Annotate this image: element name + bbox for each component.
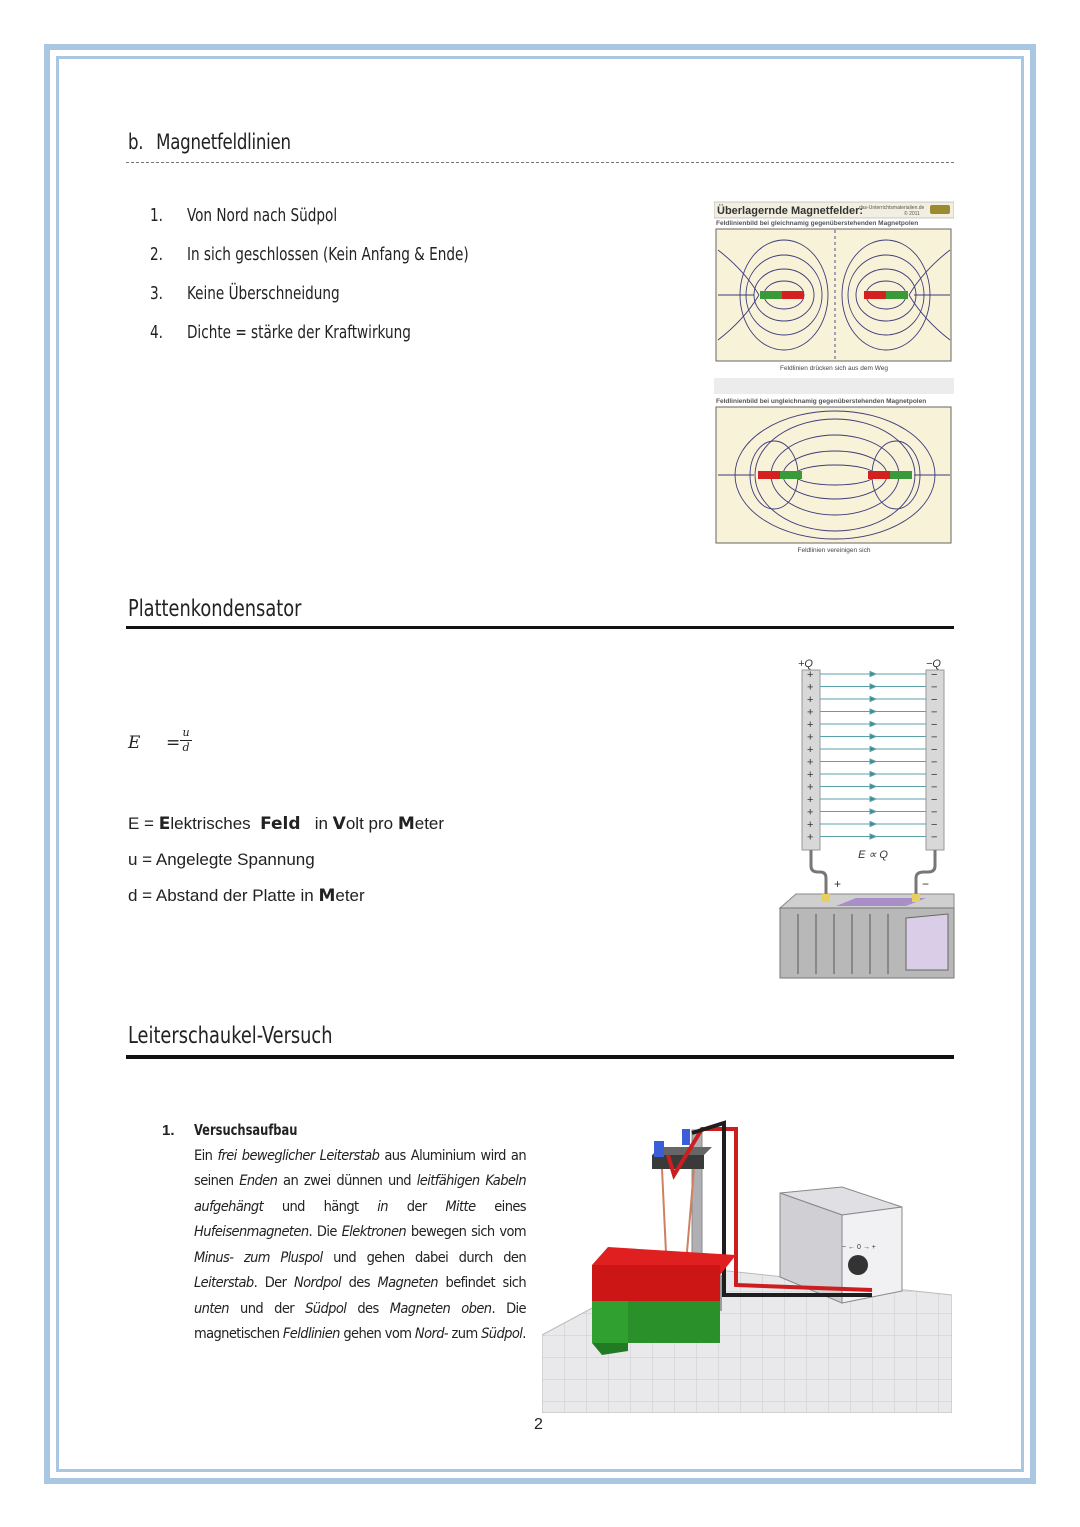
plus-charge: + [807,756,814,769]
field-line-list [150,203,469,359]
emphasis-text: Magneten [377,1275,438,1291]
field-arrow [870,797,876,802]
list-number: 1. [150,205,163,226]
definition-u: u = Angelegte Spannung [128,850,315,869]
figure-year: © 2011 [904,211,920,217]
plus-charge: + [807,719,814,731]
emphasis-text: Südpol [305,1300,347,1317]
plus-charge: + [807,781,814,794]
list-number: 2. [150,244,163,265]
body-text: des [341,1275,378,1291]
emphasis-text: Leiterstab [194,1275,254,1291]
section-title: Magnetfeldlinien [156,130,291,154]
minus-charge: − [931,819,938,831]
body-text: der [387,1198,446,1215]
wire-positive [811,850,826,896]
field-arrow [870,672,876,677]
body-text: befindet sich [437,1275,526,1291]
minus-charge: − [931,744,938,756]
emphasis-text: Enden [239,1173,278,1189]
list-number: 3. [150,283,163,304]
item-title: Versuchsaufbau [194,1121,298,1139]
formula-numerator: u [182,726,190,739]
list-text: Dichte = stärke der Kraftwirkung [186,322,411,343]
emphasis-text: Nordpol [293,1275,342,1291]
body-text: zum [448,1326,482,1342]
emphasis-text: unten [194,1300,229,1317]
field-formula [128,726,190,754]
minus-charge: − [931,794,938,806]
figure-title: Überlagernde Magnetfelder: [717,205,864,217]
plus-charge: + [807,681,814,694]
emphasis-text: leitfähigen Kabeln aufgehängt [194,1173,526,1215]
figure-source: das-Unterrichtsmaterialien.de [859,205,925,211]
battery-minus: − [922,877,930,891]
field-arrow [870,759,876,764]
logo-badge [930,205,950,214]
list-text: In sich geschlossen (Kein Anfang & Ende) [186,244,469,265]
list-item [150,320,469,359]
section-heading-magnetfeldlinien [128,130,291,154]
plus-charge: + [807,706,814,719]
definitions-list [128,812,444,920]
list-item [150,242,469,281]
plus-charge: + [807,731,814,744]
top-panel-footer: Feldlinien drücken sich aus dem Weg [780,365,888,372]
minus-charge: − [931,694,938,706]
relation-label: E ∝ Q [858,849,888,861]
field-arrow [870,772,876,777]
item-number: 1. [162,1122,175,1139]
emphasis-text: Mitte [445,1198,476,1215]
plus-charge: + [807,694,814,706]
battery-plus: + [834,877,842,891]
field-arrow [870,697,876,702]
field-arrow [870,734,876,739]
list-text: Keine Überschneidung [186,283,340,304]
body-text: . Die magnetischen [194,1300,526,1342]
page-number: 2 [534,1416,543,1433]
magnet-north [592,1301,628,1343]
body-text: gehen vom [339,1326,415,1342]
body-text: und gehen dabei durch den [322,1249,526,1266]
list-item [150,281,469,320]
section-heading-leiterschaukel: Leiterschaukel-Versuch [128,1023,333,1049]
emphasis-text: Hufeisenmagneten [194,1224,309,1240]
section-rule [126,1055,954,1059]
bottom-panel-header: Feldlinienbild bei ungleichnamig gegenüberstehenden Magnetpolen [716,398,927,405]
capacitor-figure [776,656,958,982]
dotted-divider [126,162,954,163]
minus-charge: − [931,756,938,769]
emphasis-text: Nord- [414,1326,449,1342]
formula-lhs: E [128,733,141,753]
minus-charge: − [931,731,938,744]
bottom-panel-footer: Feldlinien vereinigen sich [797,547,871,554]
formula-fraction [180,727,192,754]
body-text: . [522,1326,526,1342]
dial-knob[interactable] [848,1255,868,1275]
field-arrow [870,722,876,727]
section-rule [126,626,954,629]
field-lines [820,672,926,840]
magnet-south [592,1265,720,1301]
bar-magnet-left [780,471,802,479]
list-text: Von Nord nach Südpol [186,205,338,226]
definition-d: d = Abstand der Platte in Meter [128,886,365,906]
plus-charge: + [807,769,814,781]
body-text: des [346,1300,390,1317]
body-text: an zwei dünnen und [277,1173,417,1189]
list-number: 4. [150,322,163,343]
body-text: . Der [253,1275,294,1291]
formula-eq: = [166,733,181,753]
minus-charge: − [931,781,938,794]
bar-magnet-right [890,471,912,479]
section-heading-plattenkondensator: Plattenkondensator [128,596,302,622]
field-arrow [870,822,876,827]
magnetic-field-figure [714,200,954,555]
plus-charge: + [807,794,814,806]
minus-charge: − [931,669,938,681]
body-text: aus Aluminium wird an seinen [194,1147,526,1189]
field-arrow [870,684,876,689]
plus-q-label: +Q [798,658,813,670]
field-arrow [870,809,876,814]
minus-charge: − [931,806,938,819]
formula-denominator: d [182,741,190,754]
plus-charge: + [807,669,814,681]
emphasis-text: in [377,1198,388,1215]
field-arrow [870,784,876,789]
section-number: b. [128,130,144,154]
list-item [150,203,469,242]
body-text: und hängt [263,1198,378,1215]
minus-charge: − [931,681,938,694]
body-text: eines [475,1198,526,1215]
emphasis-text: frei beweglicher Leiterstab [217,1147,380,1164]
body-text: Ein [194,1147,218,1164]
minus-charge: − [931,769,938,781]
plus-charge: + [807,831,814,844]
emphasis-text: Feldlinien [282,1326,340,1342]
experiment-description [162,1118,526,1348]
dial-label: − ← 0 → + [842,1244,876,1251]
plus-charge: + [807,806,814,819]
minus-q-label: −Q [926,658,941,670]
body-text: und der [228,1300,306,1317]
body-text: . Die [308,1224,342,1240]
minus-charge: − [931,706,938,719]
plus-charge: + [807,744,814,756]
minus-charge: − [931,831,938,844]
field-arrow [870,747,876,752]
field-arrow [870,709,876,714]
emphasis-text: Elektronen [341,1224,407,1240]
experiment-body [194,1144,526,1348]
body-text: bewegen sich vom [406,1224,527,1240]
definition-e: E = Elektrisches Feld in Volt pro Meter [128,814,445,834]
minus-charge: − [931,719,938,731]
bar-magnet-right [886,291,908,299]
blue-clamp [654,1141,664,1157]
emphasis-text: Magneten oben [389,1300,492,1317]
bar-magnet-left [782,291,804,299]
emphasis-text: Südpol [481,1326,523,1342]
leiterschaukel-figure [542,1115,952,1413]
emphasis-text: Minus- zum Pluspol [194,1249,323,1266]
field-arrow [870,834,876,839]
top-panel-header: Feldlinienbild bei gleichnamig gegenüberstehenden Magnetpolen [716,220,919,227]
plus-charge: + [807,819,814,831]
